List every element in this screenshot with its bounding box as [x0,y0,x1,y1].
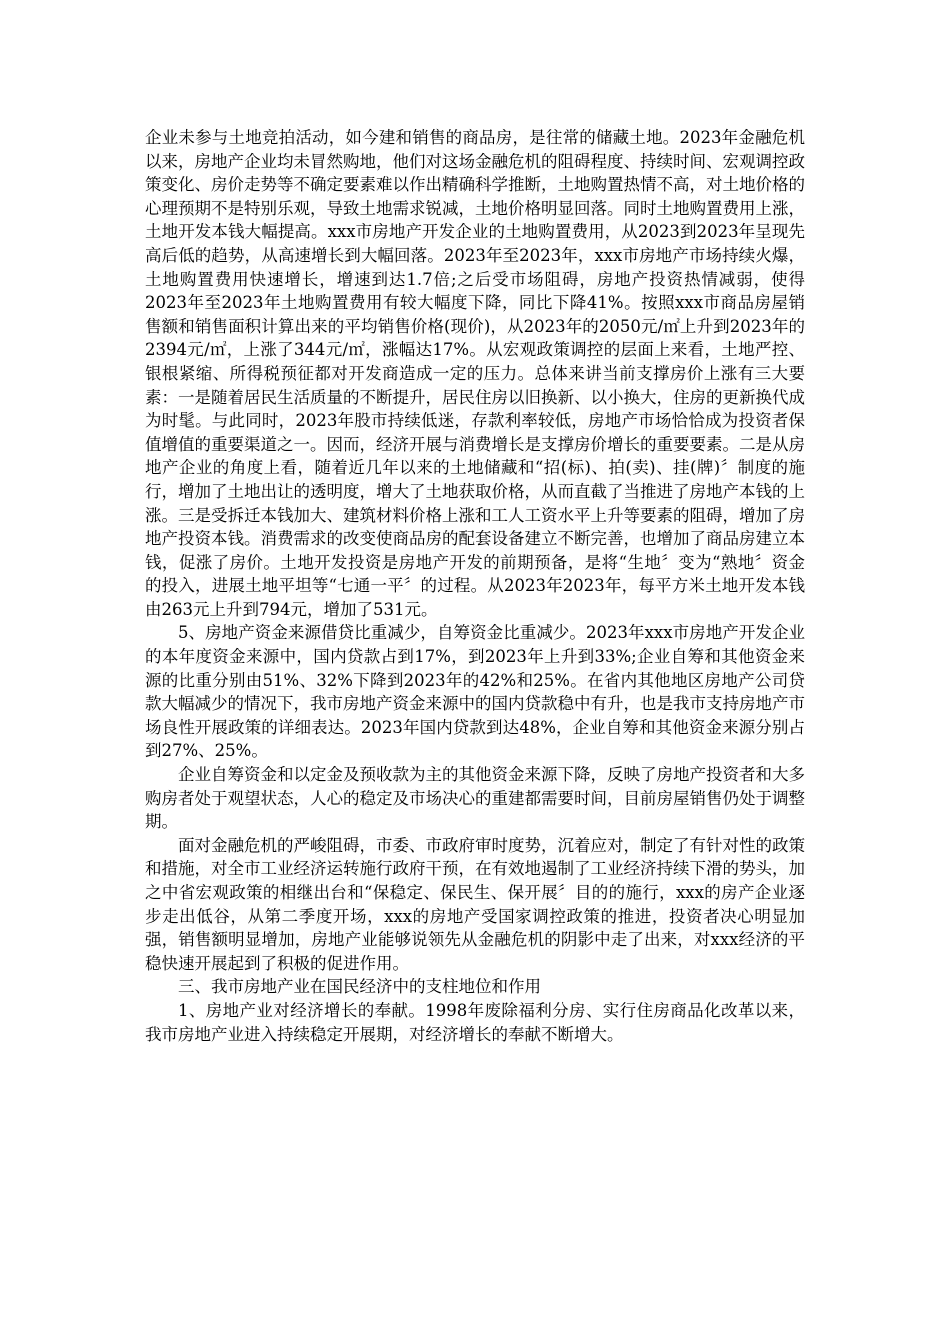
body-paragraph-3: 企业自筹资金和以定金及预收款为主的其他资金来源下降，反映了房地产投资者和大多购房者处于观望状态，人心的稳定及市场决心的重建都需要时间，目前房屋销售仍处于调整期。 [145,765,805,832]
body-paragraph-4: 面对金融危机的严峻阻碍，市委、市政府审时度势，沉着应对，制定了有针对性的政策和措施，对全市工业经济运转施行政府干预，在有效地遏制了工业经济持续下滑的势头，加之中省宏观政策的相继出台和“保稳定、保民生、保开展〞目的的施行，xxx的房产企业逐步走出低谷，从第二季度开场，xxx的房地产受国家调控政策的推进，投资者决心明显加强，销售额明显增加，房地产业能够说领先从金融危机的阴影中走了出来，对xxx经济的平稳快速开展起到了积极的促进作用。 [145,835,805,973]
body-paragraph-2: 5、房地产资金来源借贷比重减少，自筹资金比重减少。2023年xxx市房地产开发企业的本年度资金来源中，国内贷款占到17%，到2023年上升到33%;企业自筹和其他资金来源的比重分别由51%、32%下降到2023年的42%和25%。在省内其他地区房地产公司贷款大幅减少的情况下，我市房地产资金来源中的国内贷款稳中有升，也是我市支持房地产市场良性开展政策的详细表达。2023年国内贷款到达48%，企业自筹和其他资金来源分别占到27%、25%。 [145,623,805,761]
body-paragraph-1: 企业未参与土地竞拍活动，如今建和销售的商品房，是往常的储藏土地。2023年金融危机以来，房地产企业均未冒然购地，他们对这场金融危机的阻碍程度、持续时间、宏观调控政策变化、房价走势等不确定要素难以作出精确科学推断，土地购置热情不高，对土地价格的心理预期不是特别乐观，导致土地需求锐减，土地价格明显回落。同时土地购置费用上涨，土地开发本钱大幅提高。xxx市房地产开发企业的土地购置费用，从2023到2023年呈现先高后低的趋势，从高速增长到大幅回落。2023年至2023年，xxx市房地产市场持续火爆，土地购置费用快速增长，增速到达1.7倍;之后受市场阻碍，房地产投资热情减弱，使得2023年至2023年土地购置费用有较大幅度下降，同比下降41%。按照xxx市商品房屋销售额和销售面积计算出来的平均销售价格(现价)，从2023年的2050元/㎡上升到2023年的2394元/㎡，上涨了344元/㎡，涨幅达17%。从宏观政策调控的层面上来看，土地严控、银根紧缩、所得税预征都对开发商造成一定的压力。总体来讲当前支撑房价上涨有三大要素：一是随着居民生活质量的不断提升，居民住房以旧换新、以小换大，住房的更新换代成为时髦。与此同时，2023年股市持续低迷，存款利率较低，房地产市场恰恰成为投资者保值增值的重要渠道之一。因而，经济开展与消费增长是支撑房价增长的重要要素。二是从房地产企业的角度上看，随着近几年以来的土地储藏和“招(标)、拍(卖)、挂(牌)〞制度的施行，增加了土地出让的透明度，增大了土地获取价格，从而直截了当推进了房地产本钱的上涨。三是受拆迁本钱加大、建筑材料价格上涨和工人工资水平上升等要素的阻碍，增加了房地产投资本钱。消费需求的改变使商品房的配套设备建立不断完善，也增加了商品房建立本钱，促涨了房价。土地开发投资是房地产开发的前期预备，是将“生地〞变为“熟地〞资金的投入，进展土地平坦等“七通一平〞的过程。从2023年2023年，每平方米土地开发本钱由263元上升到794元，增加了531元。 [145,128,805,619]
body-paragraph-5: 1、房地产业对经济增长的奉献。1998年废除福利分房、实行住房商品化改革以来，我市房地产业进入持续稳定开展期，对经济增长的奉献不断增大。 [145,1000,805,1044]
document-page [145,126,805,1046]
section-heading: 三、我市房地产业在国民经济中的支柱地位和作用 [178,977,541,997]
